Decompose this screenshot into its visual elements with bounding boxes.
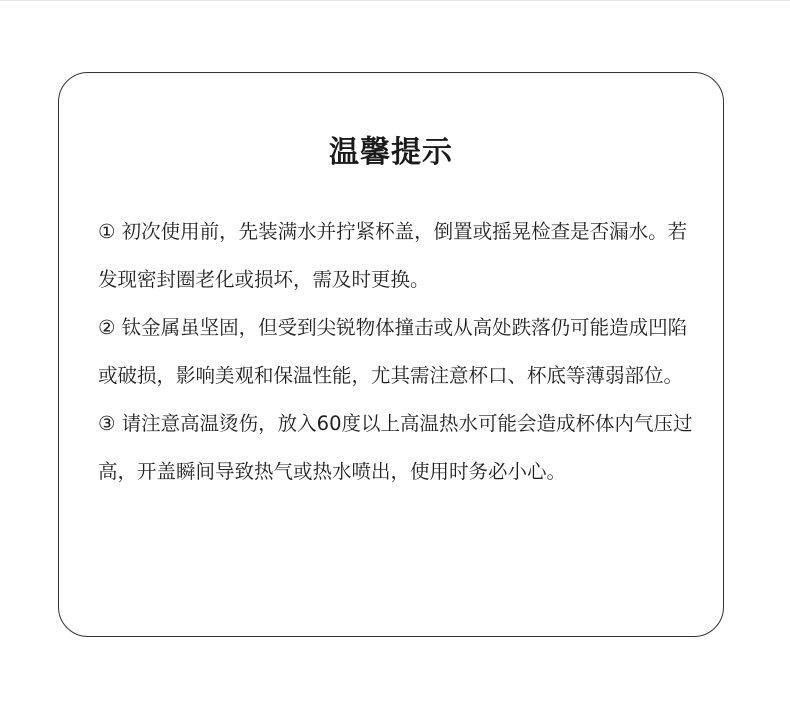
notice-body — [98, 208, 698, 496]
notice-item-2: ② 钛金属虽坚固，但受到尖锐物体撞击或从高处跌落仍可能造成凹陷或破损，影响美观和保温性能，尤其需注意杯口、杯底等薄弱部位。 — [98, 316, 688, 387]
notice-title: 温馨提示 — [329, 135, 453, 170]
notice-item-1: ① 初次使用前，先装满水并拧紧杯盖，倒置或摇晃检查是否漏水。若发现密封圈老化或损坏，需及时更换。 — [98, 220, 688, 291]
top-divider — [0, 0, 790, 1]
notice-card — [58, 72, 724, 637]
notice-item-3: ③ 请注意高温烫伤，放入60度以上高温热水可能会造成杯体内气压过高，开盖瞬间导致热气或热水喷出，使用时务必小心。 — [98, 412, 693, 483]
